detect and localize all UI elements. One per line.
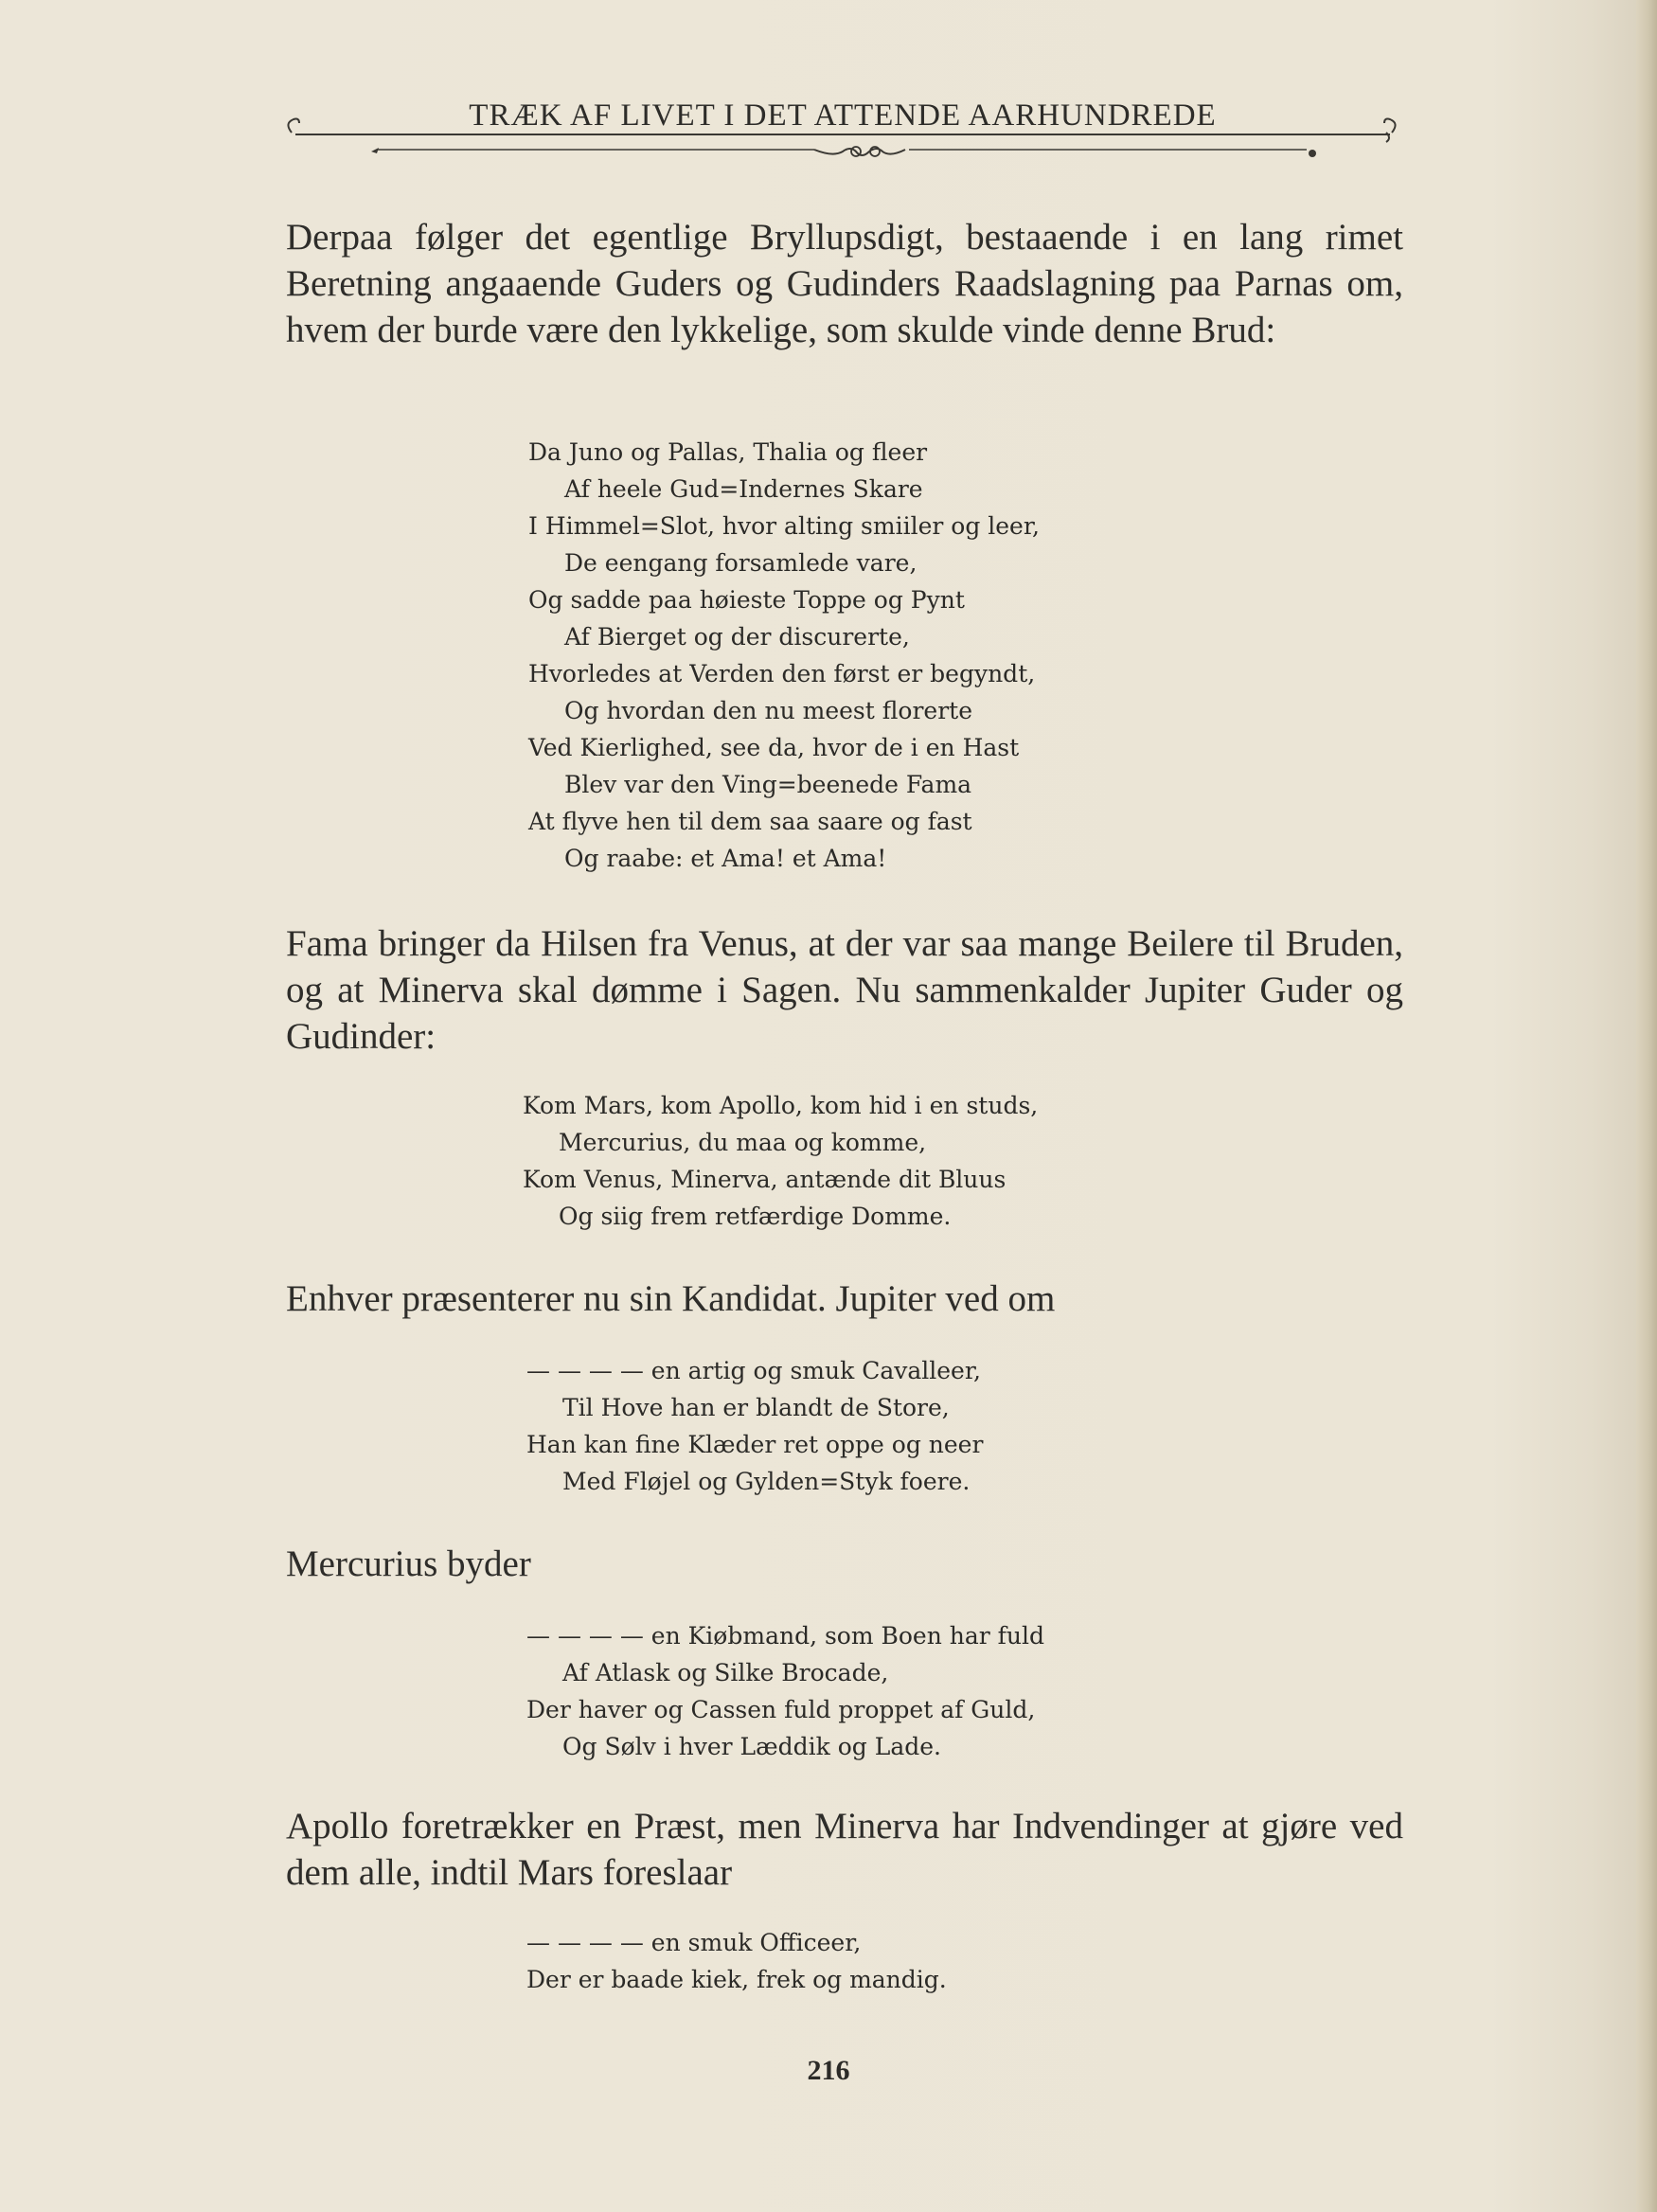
verse-block-2 — [523, 1087, 1038, 1235]
verse-line: At flyve hen til dem saa saare og fast — [528, 808, 972, 835]
verse-line: Og Sølv i hver Læddik og Lade. — [562, 1733, 941, 1760]
verse-line: Og siig frem retfærdige Domme. — [559, 1203, 952, 1230]
verse-line: Og hvordan den nu meest florerte — [564, 697, 973, 724]
page-number: 216 — [807, 2055, 850, 2086]
verse-line: Med Fløjel og Gylden=Styk foere. — [562, 1468, 971, 1495]
verse-block-3 — [526, 1352, 983, 1500]
verse-line: Der er baade kiek, frek og mandig. — [526, 1966, 947, 1993]
running-head — [284, 91, 1401, 167]
paragraph-2: Fama bringer da Hilsen fra Venus, at der var saa mange Beilere til Bruden, og at Minerva skal dømme i Sagen. Nu sammenkalder Jupiter Guder og Gudinder: — [286, 923, 1403, 1057]
paragraph-1: Derpaa følger det egentlige Bryllupsdigt, bestaaende i en lang rimet Beretning angaaende Guders og Gudinders Raadslagning paa Parnas om, hvem der burde være den lykkelige, som skulde vinde denne Brud: — [286, 217, 1403, 350]
page-spine-edge — [1636, 0, 1657, 2212]
verse-line: Og sadde paa høieste Toppe og Pynt — [528, 586, 965, 614]
verse-line: Af Bierget og der discurerte, — [564, 623, 910, 651]
verse-line: Ved Kierlighed, see da, hvor de i en Hast — [528, 734, 1020, 761]
verse-line: Kom Mars, kom Apollo, kom hid i en studs, — [523, 1092, 1039, 1119]
verse-line: De eengang forsamlede vare, — [564, 549, 918, 577]
paragraph-3: Enhver præsenterer nu sin Kandidat. Jupiter ved om — [286, 1278, 1056, 1319]
paragraph-5: Apollo foretrækker en Præst, men Minerva har Indvendinger at gjøre ved dem alle, indtil Mars foreslaar — [286, 1806, 1403, 1893]
verse-block-1 — [528, 434, 1040, 877]
verse-line: Der haver og Cassen fuld proppet af Guld, — [526, 1696, 1036, 1723]
verse-line: Af Atlask og Silke Brocade, — [562, 1659, 889, 1686]
verse-line: — — — — en smuk Officeer, — [526, 1929, 862, 1956]
verse-line: Af heele Gud=Indernes Skare — [564, 475, 923, 503]
verse-line: I Himmel=Slot, hvor alting smiiler og leer, — [528, 512, 1041, 540]
verse-line: Kom Venus, Minerva, antænde dit Bluus — [523, 1166, 1007, 1193]
running-title: TRÆK AF LIVET I DET ATTENDE AARHUNDREDE — [469, 98, 1217, 133]
verse-line: Til Hove han er blandt de Store, — [562, 1394, 950, 1421]
verse-block-5 — [526, 1924, 947, 1998]
verse-line: Da Juno og Pallas, Thalia og fleer — [528, 438, 928, 466]
verse-line: — — — — en Kiøbmand, som Boen har fuld — [526, 1622, 1045, 1650]
verse-line: Blev var den Ving=beenede Fama — [564, 771, 972, 798]
verse-line: Han kan fine Klæder ret oppe og neer — [526, 1431, 984, 1458]
verse-line: Hvorledes at Verden den først er begyndt, — [528, 660, 1036, 687]
verse-line: Og raabe: et Ama! et Ama! — [564, 845, 887, 872]
verse-line: — — — — en artig og smuk Cavalleer, — [526, 1357, 982, 1384]
paragraph-4: Mercurius byder — [286, 1543, 531, 1584]
verse-line: Mercurius, du maa og komme, — [559, 1129, 927, 1156]
verse-block-4 — [526, 1617, 1044, 1765]
